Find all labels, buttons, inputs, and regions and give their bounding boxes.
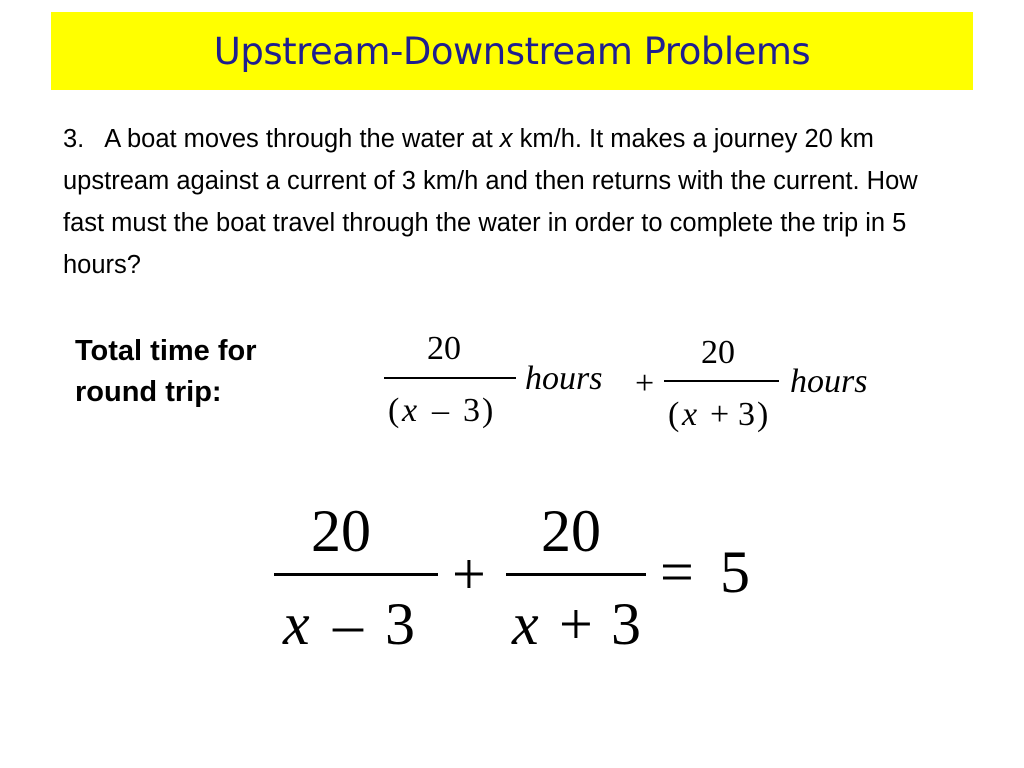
- eq-frac1-denominator-num: 3: [385, 591, 415, 657]
- slide-title: Upstream-Downstream Problems: [213, 29, 811, 73]
- eq-frac1-denominator-op: –: [333, 591, 363, 657]
- problem-number: 3.: [63, 125, 85, 153]
- expr-plus: +: [635, 365, 655, 402]
- expr-frac1-denominator-var: x: [402, 392, 418, 429]
- total-time-label-line2: round trip:: [75, 376, 222, 408]
- expr-frac1-numerator: 20: [427, 330, 461, 367]
- expr-unit1: hours: [525, 360, 603, 397]
- total-time-label-line1: Total time for: [75, 335, 257, 367]
- expr-frac1-denominator-close: ): [482, 392, 494, 429]
- expr-frac2-denominator-op: +: [710, 396, 730, 433]
- problem-text-after-variable: km/h. It makes a journey 20 km upstream against a current of 3 km/h and then returns with the current. How fast must the boat travel through the water in order to complete the trip in 5 hours?: [63, 125, 918, 279]
- expr-frac1-denominator-open: (: [388, 392, 400, 429]
- eq-result: 5: [720, 539, 750, 605]
- eq-frac2-denominator-op: +: [559, 591, 593, 657]
- expr-frac2-denominator-var: x: [682, 396, 698, 433]
- expr-frac1-denominator-num: 3: [463, 392, 480, 429]
- eq-plus: +: [452, 541, 486, 607]
- problem-text-before-variable: A boat moves through the water at: [104, 125, 500, 153]
- expr-frac2-denominator-num: 3: [738, 396, 755, 433]
- eq-frac2-bar: [506, 573, 646, 576]
- eq-frac2-denominator-var: x: [512, 591, 539, 657]
- problem-variable: x: [499, 125, 513, 153]
- expr-frac2-denominator-close: ): [757, 396, 769, 433]
- eq-frac2-numerator: 20: [541, 498, 601, 564]
- expr-frac1-denominator-op: –: [432, 392, 449, 429]
- eq-frac1-denominator-var: x: [283, 591, 310, 657]
- eq-equals: =: [660, 539, 694, 605]
- eq-frac1-bar: [274, 573, 438, 576]
- expr-unit2: hours: [790, 363, 868, 400]
- expr-frac2-numerator: 20: [701, 334, 735, 371]
- eq-frac2-denominator-num: 3: [611, 591, 641, 657]
- expr-frac2-denominator-open: (: [668, 396, 680, 433]
- eq-frac1-numerator: 20: [311, 498, 371, 564]
